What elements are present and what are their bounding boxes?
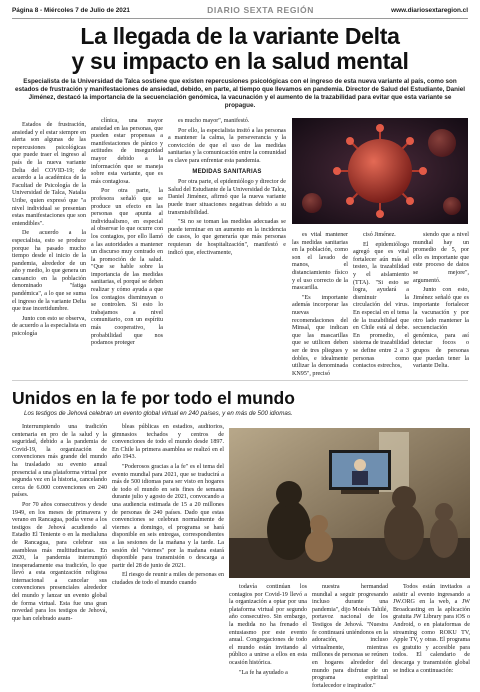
paragraph: cisó Jiménez. — [363, 232, 396, 238]
paragraph: "Es importante además incorporar las nuevas recomendaciones del Minsal, que indican que las mascarillas que se utilicen deben ser de tres pliegues y dobles, e idealmente utilizar la denominada KN95", precisó — [292, 294, 348, 377]
coronavirus-icon — [292, 118, 468, 224]
paragraph: Por 70 años consecutivos y desde 1949, en los meses de primavera y verano en Rancagua, podía verse a los testigos de Jehová acudiendo al Estadio El Teniente o en la medialuna de Rancagua, para celebrar sus asambleas más multitudinarias. En 2020, la pandemia interrumpió inesperadamente esa tradición, lo que llevó a esta organización religiosa internacional a cancelar sus convenciones presenciales alrededor del mundo y lanzar un evento global de forma virtual. Esta fue una gran novedad para los testigos de Jehová, que han celebrado asam- — [12, 501, 107, 622]
coronavirus-illustration — [292, 118, 468, 224]
article1-title — [12, 24, 468, 74]
article1-lead: Especialista de la Universidad de Talca sostiene que existen repercusiones psicológicas con el ingreso de esta nueva variante al país, como son estados de frustración y manifestaciones de ansiedad, debido, en parte, al tiempo que llevamos en pandemia. Director de Salud del Estudiante, Daniel Jiménez, destacó la importancia de la secuenciación genómica, la vacunación y el aumento de la trazabilidad para evitar que esta variante se propague. — [14, 78, 465, 109]
paragraph: "Si no se toman las medidas adecuadas se puede terminar en un aumento en la incidencia de casos, lo que generaría que más personas requieran de hospitalización", manifestó e indicó que, efectivamente, — [168, 219, 286, 256]
photo-illustration — [229, 428, 470, 578]
article1-title-line2: y su impacto en la salud mental — [71, 48, 409, 74]
article1-column-1 — [12, 122, 86, 341]
paragraph: "La fe ha ayudado a — [239, 669, 288, 676]
article2-column-5 — [393, 584, 470, 677]
subheading: MEDIDAS SANITARIAS — [192, 168, 262, 175]
paragraph: todavía continúan los contagios por Covid-19 llevó a la organización a optar por una plataforma virtual por segundo año consecutivo. Sin embargo, la medida no ha frenado el entusiasmo por este evento anual. Congregaciones de todo el mundo están invitando al público a unirse a ellos en esta ocasión histórica. — [229, 584, 307, 666]
paragraph: El epidemiólogo agregó que es vital fortalecer aún más el testeo, la trazabilidad y el aislamiento (TTA). "Si esto se logra, ayudará a disminuir la circulación del virus. En especial en el tema de la trazabilidad que en Chile está al debe. En promedio, el sistema de trazabilidad se define entre 2 a 3 personas como contactos estrechos, — [353, 241, 409, 370]
article2-title: Unidos en la fe por todo el mundo — [12, 388, 295, 408]
paragraph: bleas públicas en estadios, auditorios, gimnasios techados y centros de convenciones de todo el mundo desde 1897. En Chile la primera asamblea se realizó en el año 1943. — [112, 424, 224, 461]
paragraph: nuestra hermandad mundial a seguir progresando incluso durante una pandemia", dijo Moisés Tahilé, portavoz nacional de los Testigos de Jehová. "Nuestra fe continuará uniéndonos en la adoración, incluso virtualmente, mientras millones de personas se reúnen en hogares alrededor del mundo para disfrutar de un programa espiritual fortalecedor e inspirador." — [312, 584, 388, 689]
article2-column-2 — [112, 424, 224, 589]
paragraph: es vital mantener las medidas sanitarias en la población, como son el lavado de manos, el distanciamiento físico y el uso correcto de la mascarilla. — [292, 232, 348, 292]
article1-column-5 — [353, 232, 409, 373]
article1-column-6 — [413, 232, 469, 373]
article2-column-4 — [312, 584, 388, 692]
article2-lead: Los testigos de Jehová celebran un evento global virtual en 240 países, y en más de 500 idiomas. — [24, 410, 293, 417]
paragraph: es mucho mayor", manifestó. — [178, 118, 250, 124]
paragraph: El riesgo de reunir a miles de personas en ciudades de todo el mundo cuando — [112, 572, 224, 586]
header-divider — [12, 18, 468, 19]
paragraph: Junto con esto, Jiménez señaló que es importante fortalecer la vacunación y por otro lado mantener la secuenciación genómica, para así detectar focos o grupos de personas que puedan tener la variante Delta. — [413, 287, 469, 370]
article1-column-3 — [168, 118, 286, 259]
paragraph: Junto con esto se observa, de acuerdo a la especialista en psicología — [12, 315, 86, 338]
article-divider — [12, 380, 468, 381]
family-watching-broadcast-photo — [229, 428, 470, 578]
paragraph: Por otra parte, la profesora señaló que se produce un efecto en las personas que apunta al individualismo, en especial al observar lo que ocurre con los contagios, por ello llamó a las autoridades a mantener un discurso muy centrado en la promoción de la salud. "Que se hable sobre la importancia de las medidas sanitarias, el porqué se deben realizar y cómo ayuda a que los contagios disminuyan o se controlen. Si esto lo trabajamos a nivel comunitario, con un espíritu más cooperativo, la probabilidad que nos podamos proteger — [91, 188, 163, 347]
paragraph: Por ello, la especialista insitó a las personas a mantener la calma, la perseverancia y la convicción de que el uso de las medidas sanitarias y la comunicación entre la comunidad es clave para enfrentar esta pandemia. — [168, 127, 286, 164]
paragraph: Todos están invitados a asistir al evento ingresando a JW.ORG en la web, a JW Broadcasting en la aplicación gratuita JW Library para iOS o Android, o en plataformas de streaming como ROKU TV, Apple TV, y otras. El programa es gratuito y accesible para todos. El calendario de descarga y transmisión global se indica a continuación: — [393, 584, 470, 674]
page-header — [12, 3, 468, 17]
paragraph: Por otra parte, el epidemiólogo y director de Salud del Estudiante de la Universidad de Talca, Daniel Jiménez, afirmó que la nueva variante puede traer situaciones negativas debido a su transmisibilidad. — [168, 179, 286, 216]
page-date: Página 8 - Miércoles 7 de Julio de 2021 — [12, 6, 130, 14]
newspaper-brand: DIARIO SEXTA REGIÓN — [207, 5, 314, 15]
article2-column-3 — [229, 584, 307, 679]
paragraph: Interrumpiendo una tradición centenaria en pro de la salud y la seguridad, debido a la pandemia de Covid-19, la organización de convenciones más grande del mundo ha trasladado su evento anual presencial a una plataforma virtual por segunda vez en la historia, cancelando cerca de 6.000 convenciones en 240 países. — [12, 424, 107, 499]
paragraph: "Poderosos gracias a la fe" es el tema del evento mundial para 2021, que se traducirá a más de 500 idiomas para ser visto en hogares de todo el mundo en seis fines de semana durante julio y agosto de 2021, convocando a una audiencia estimada de 15 a 20 millones de personas de 240 países. Dado que estas convenciones se celebran normalmente de viernes a domingo, el programa se hará disponible en seis entregas, correspondientes a las sesiones de la mañana y la tarde. La sesión del "viernes" por la mañana estará disponible para transmisión o descarga a partir del 28 de junio de 2021. — [112, 463, 224, 569]
paragraph: siendo que a nivel mundial hay un promedio de 5, por ello es importante que este proceso de datos se mejore", argumentó. — [413, 232, 469, 284]
paragraph: clínica, una mayor ansiedad en las personas, que pueden estar propensas a manifestaciones de pánico y actitudes de inseguridad mayor debido a la información que se maneja sobre esta variante, que es más contagiosa. — [91, 118, 163, 185]
paragraph: De acuerdo a la especialista, esto se produce porque ha pasado mucho tiempo desde el inicio de la pandemia, alrededor de un año y medio, lo que genera un cansancio en la población denominado "fatiga pandémica", a lo que se suma el ingreso de la variante Delta que trae incertidumbre. — [12, 230, 86, 313]
paragraph: Estados de frustración, ansiedad y el estar siempre en alerta son algunas de las repercusiones psicológicas que puede traer el ingreso al país de la nueva variante Delta del COVID-19; de acuerdo a la académica de la Facultad de Psicología de la Universidad de Talca, Natalia Uribe, quien expresó que "a nivel individual se presentan estas manifestaciones que son entendibles". — [12, 122, 86, 227]
article2-column-1 — [12, 424, 107, 625]
article1-column-4 — [292, 232, 348, 380]
site-url[interactable]: www.diariosextaregion.cl — [391, 6, 468, 14]
article1-column-2 — [91, 118, 163, 350]
article1-title-line1: La llegada de la variante Delta — [80, 23, 400, 49]
